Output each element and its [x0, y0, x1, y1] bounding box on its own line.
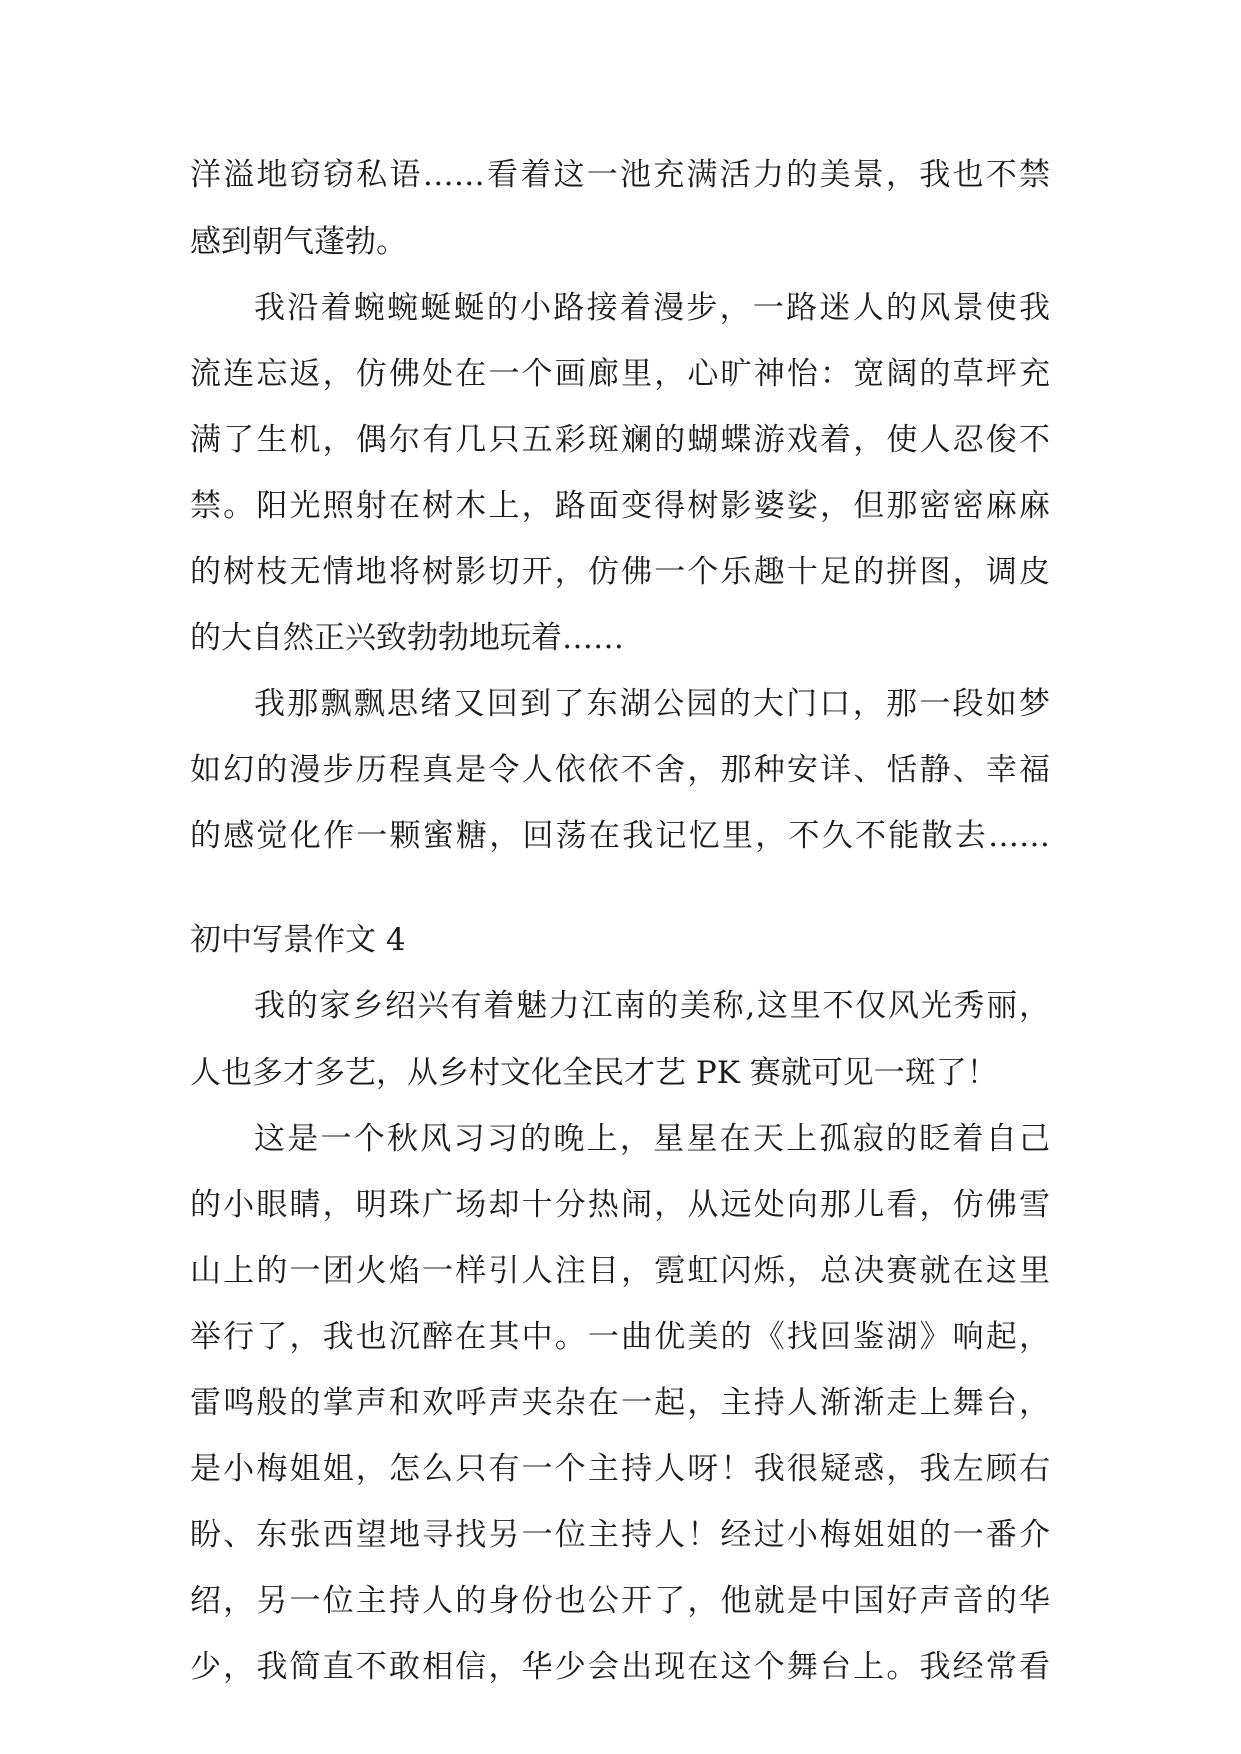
- section-heading: 初中写景作文 4: [190, 922, 406, 958]
- text-line: 洋溢地窃窃私语……看着这一池充满活力的美景，我也不禁: [190, 157, 1050, 193]
- text-line: 少，我简直不敢相信，华少会出现在这个舞台上。我经常看: [190, 1649, 1050, 1685]
- text-line: 的树枝无情地将树影切开，仿佛一个乐趣十足的拼图，调皮: [190, 554, 1050, 590]
- text-line: 绍，另一位主持人的身份也公开了，他就是中国好声音的华: [190, 1583, 1050, 1619]
- text-line: 山上的一团火焰一样引人注目，霓虹闪烁，总决赛就在这里: [190, 1253, 1050, 1289]
- text-line: 我沿着蜿蜿蜒蜒的小路接着漫步，一路迷人的风景使我: [254, 290, 1050, 326]
- text-line: 流连忘返，仿佛处在一个画廊里，心旷神怡：宽阔的草坪充: [190, 356, 1050, 392]
- text-line: 我那飘飘思绪又回到了东湖公园的大门口，那一段如梦: [254, 686, 1050, 722]
- text-line: 这是一个秋风习习的晚上，星星在天上孤寂的眨着自己: [254, 1121, 1050, 1157]
- text-line: 满了生机，偶尔有几只五彩斑斓的蝴蝶游戏着，使人忍俊不: [190, 422, 1050, 458]
- text-line: 感到朝气蓬勃。: [190, 224, 407, 260]
- text-line: 雷鸣般的掌声和欢呼声夹杂在一起，主持人渐渐走上舞台，: [190, 1385, 1050, 1421]
- text-line: 人也多才多艺，从乡村文化全民才艺 PK 赛就可见一斑了！: [190, 1055, 998, 1091]
- text-line: 盼、东张西望地寻找另一位主持人！经过小梅姐姐的一番介: [190, 1517, 1050, 1553]
- text-line: 如幻的漫步历程真是令人依依不舍，那种安详、恬静、幸福: [190, 752, 1050, 788]
- text-line: 的感觉化作一颗蜜糖，回荡在我记忆里，不久不能散去……: [190, 818, 1050, 854]
- text-line: 的大自然正兴致勃勃地玩着……: [190, 620, 624, 656]
- text-line: 的小眼睛，明珠广场却十分热闹，从远处向那儿看，仿佛雪: [190, 1187, 1050, 1223]
- text-line: 我的家乡绍兴有着魅力江南的美称,这里不仅风光秀丽，: [254, 988, 1050, 1024]
- text-line: 举行了，我也沉醉在其中。一曲优美的《找回鉴湖》响起，: [190, 1319, 1050, 1355]
- text-line: 禁。阳光照射在树木上，路面变得树影婆娑，但那密密麻麻: [190, 488, 1050, 524]
- text-line: 是小梅姐姐，怎么只有一个主持人呀！我很疑惑，我左顾右: [190, 1451, 1050, 1487]
